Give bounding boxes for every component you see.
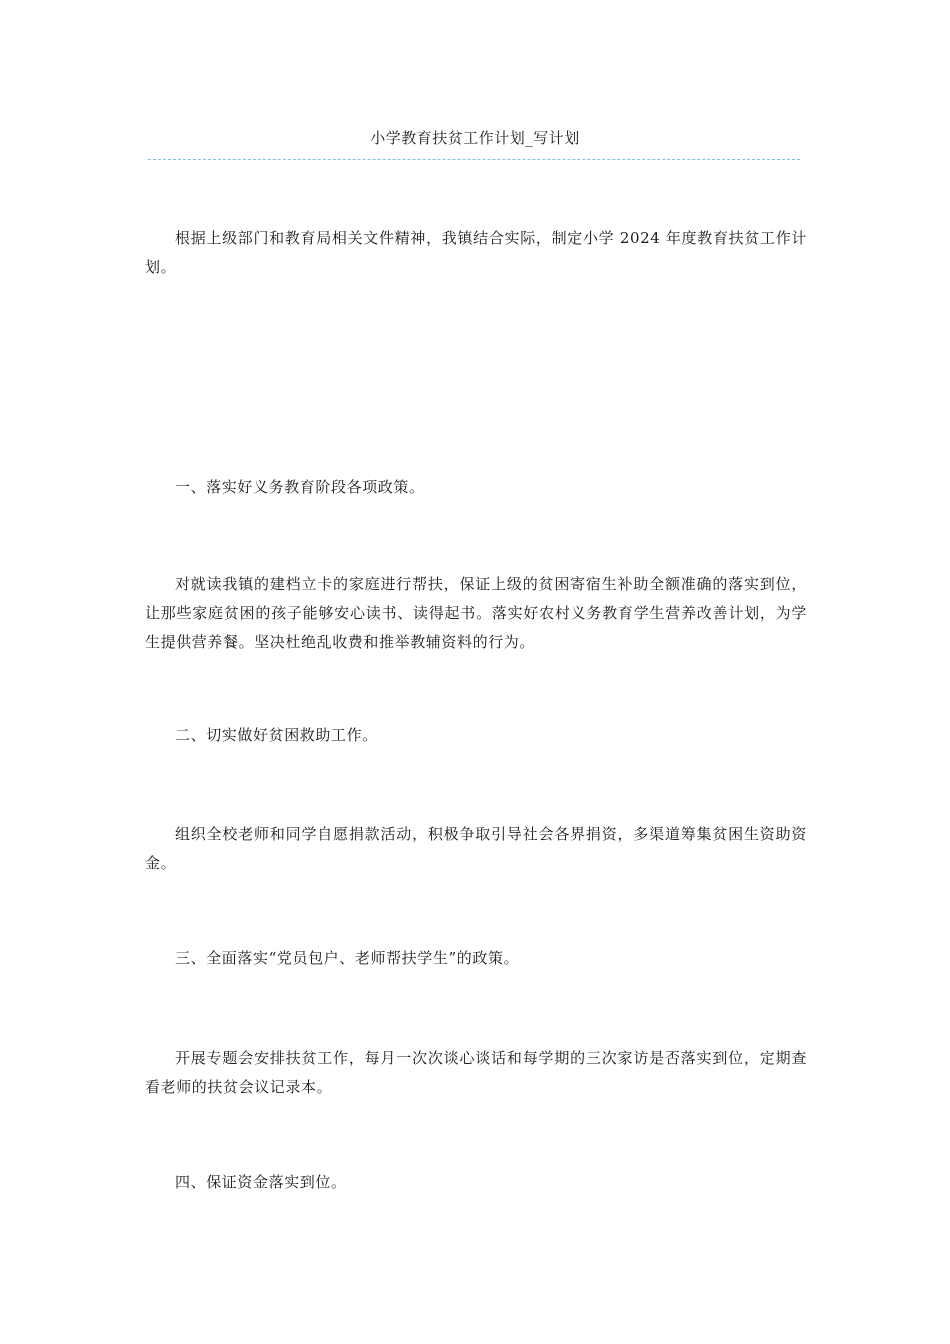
intro-paragraph: 根据上级部门和教育局相关文件精神，我镇结合实际，制定小学 2024 年度教育扶贫工作计划。	[145, 229, 807, 276]
section-1-heading: 一、落实好义务教育阶段各项政策。	[175, 478, 425, 496]
section-4-heading: 四、保证资金落实到位。	[175, 1173, 347, 1191]
section-2-body: 组织全校老师和同学自愿捐款活动，积极争取引导社会各界捐资，多渠道筹集贫困生资助资金。	[145, 825, 807, 872]
section-2-heading: 二、切实做好贫困救助工作。	[175, 726, 378, 744]
section-1-body: 对就读我镇的建档立卡的家庭进行帮扶，保证上级的贫困寄宿生补助全额准确的落实到位，让那些家庭贫困的孩子能够安心读书、读得起书。落实好农村义务教育学生营养改善计划，为学生提供营养餐。坚决杜绝乱收费和推举教辅资料的行为。	[145, 575, 807, 651]
section-3-body: 开展专题会安排扶贫工作，每月一次次谈心谈话和每学期的三次家访是否落实到位，定期查看老师的扶贫会议记录本。	[145, 1049, 807, 1096]
section-3-heading: 三、全面落实“党员包户、老师帮扶学生”的政策。	[175, 949, 520, 967]
title-divider	[148, 159, 800, 160]
document-title: 小学教育扶贫工作计划_写计划	[370, 129, 580, 147]
